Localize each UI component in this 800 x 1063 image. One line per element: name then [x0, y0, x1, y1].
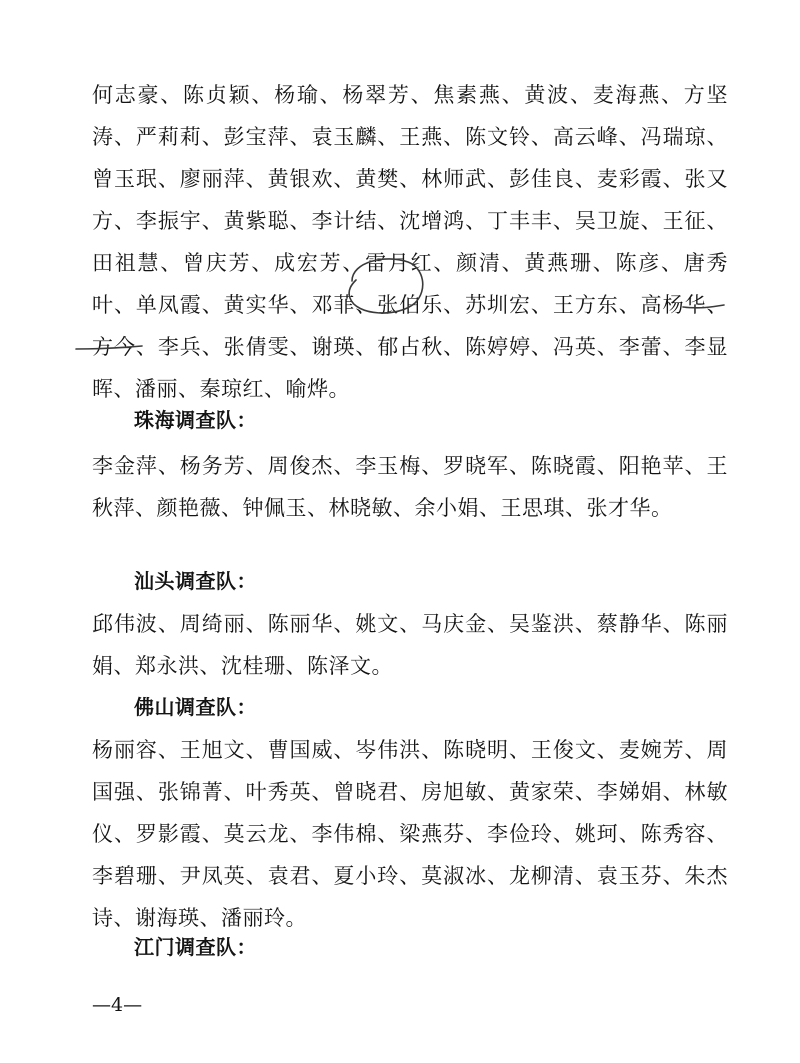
name-list-paragraph-zhuhai: 李金萍、杨务芳、周俊杰、李玉梅、罗晓军、陈晓霞、阳艳苹、王秋萍、颜艳薇、钟佩玉、林晓敏、余小娟、王思琪、张才华。 [92, 454, 728, 520]
name-list-paragraph-foshan: 杨丽容、王旭文、曹国威、岑伟洪、陈晓明、王俊文、麦婉芳、周国强、张锦菁、叶秀英、曾晓君、房旭敏、黄家荣、李娣娟、林敏仪、罗影霞、莫云龙、李伟棉、梁燕芬、李俭玲、姚珂、陈秀容、李碧珊、尹凤英、袁君、夏小玲、莫淑冰、龙柳清、袁玉芬、朱杰诗、谢海瑛、潘丽玲。 [92, 738, 728, 930]
section-heading-zhuhai: 珠海调查队： [134, 408, 257, 432]
name-list-paragraph-shantou: 邱伟波、周绮丽、陈丽华、姚文、马庆金、吴鉴洪、蔡静华、陈丽娟、郑永洪、沈桂珊、陈泽文。 [92, 612, 728, 678]
section-heading-shantou: 汕头调查队： [134, 569, 257, 593]
page-number: —4— [92, 994, 143, 1016]
section-heading-jiangmen: 江门调查队： [134, 935, 257, 959]
name-list-paragraph-1: 何志豪、陈贞颖、杨瑜、杨翠芳、焦素燕、黄波、麦海燕、方坚涛、严莉莉、彭宝萍、袁玉麟、王燕、陈文铃、高云峰、冯瑞琼、曾玉珉、廖丽萍、黄银欢、黄樊、林师武、彭佳良、麦彩霞、张又方、李振宇、黄紫聪、李计结、沈增鸿、丁丰丰、吴卫旋、王征、田祖慧、曾庆芳、成宏芳、雷月红、颜清、黄燕珊、陈彦、唐秀叶、单凤霞、黄实华、邓菲、张伯乐、苏圳宏、王方东、高杨华、方今、李兵、张倩雯、谢瑛、郁占秋、陈婷婷、冯英、李蕾、李显晖、潘丽、秦琼红、喻烨。 [92, 83, 728, 401]
section-heading-foshan: 佛山调查队： [134, 695, 257, 719]
